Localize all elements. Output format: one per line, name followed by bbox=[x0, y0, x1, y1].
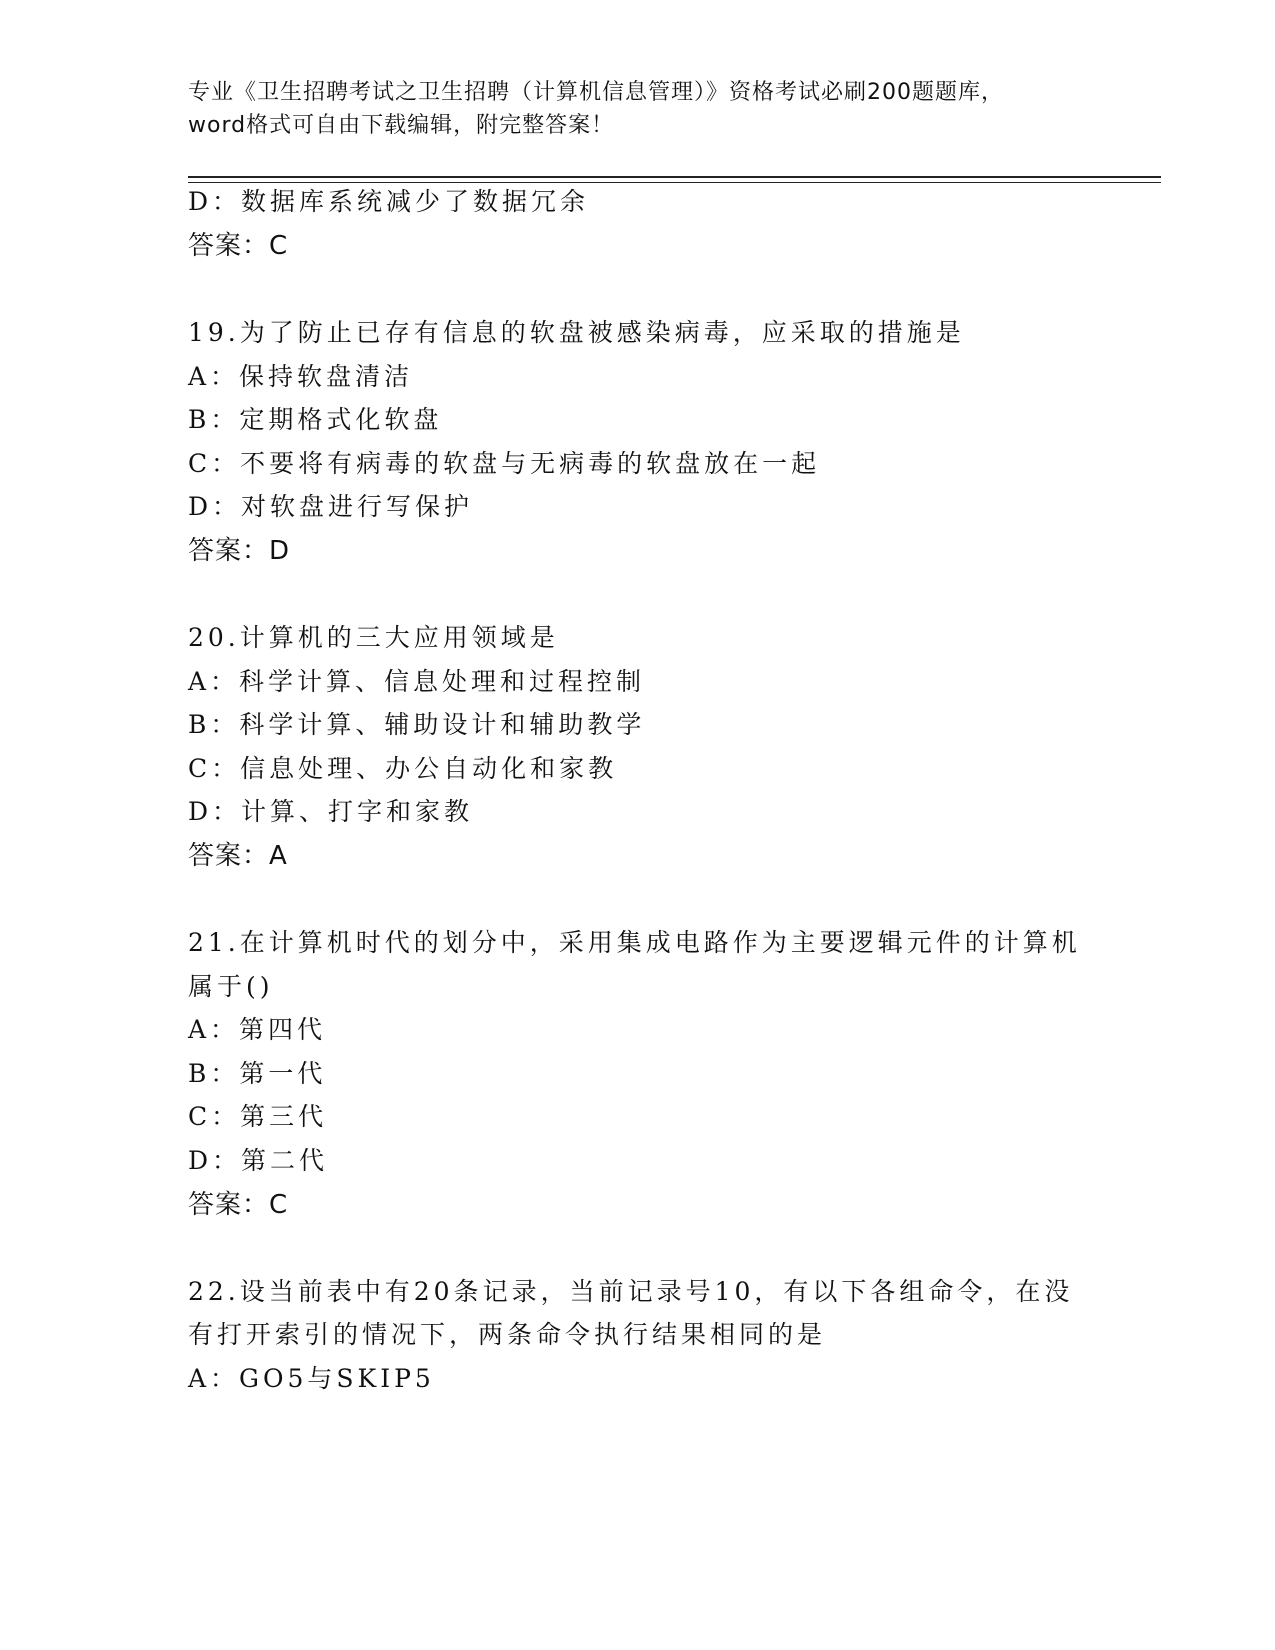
q20-option-c: C：信息处理、办公自动化和家教 bbox=[188, 754, 618, 783]
document-header bbox=[188, 76, 1088, 142]
header-title-line-1: 专业《卫生招聘考试之卫生招聘（计算机信息管理）》资格考试必刷200题题库， bbox=[188, 80, 1004, 105]
q22-stem-line-2: 有打开索引的情况下，两条命令执行结果相同的是 bbox=[188, 1320, 827, 1349]
q19-option-a: A：保持软盘清洁 bbox=[188, 362, 414, 391]
q19-option-d: D：对软盘进行写保护 bbox=[188, 492, 474, 521]
q21-stem-line-2: 属于() bbox=[188, 972, 274, 1001]
header-divider-thick bbox=[188, 176, 1161, 178]
q22-option-a: A：GO5与SKIP5 bbox=[188, 1364, 435, 1393]
q22-stem-line-1: 22.设当前表中有20条记录，当前记录号10，有以下各组命令，在没 bbox=[188, 1277, 1074, 1306]
q20-option-b: B：科学计算、辅助设计和辅助教学 bbox=[188, 710, 646, 739]
q21-option-c: C：第三代 bbox=[188, 1102, 328, 1131]
q20-option-d: D：计算、打字和家教 bbox=[188, 797, 474, 826]
q19-answer: 答案：D bbox=[188, 536, 291, 566]
q20-stem: 20.计算机的三大应用领域是 bbox=[188, 623, 559, 652]
q18-answer: 答案：C bbox=[188, 231, 289, 261]
q19-stem: 19.为了防止已存有信息的软盘被感染病毒，应采取的措施是 bbox=[188, 318, 965, 347]
q21-answer: 答案：C bbox=[188, 1190, 289, 1220]
q18-option-d: D：数据库系统减少了数据冗余 bbox=[188, 187, 590, 216]
q21-option-b: B：第一代 bbox=[188, 1059, 327, 1088]
q21-option-a: A：第四代 bbox=[188, 1015, 327, 1044]
q20-option-a: A：科学计算、信息处理和过程控制 bbox=[188, 667, 646, 696]
q20-answer: 答案：A bbox=[188, 841, 288, 871]
q21-stem-line-1: 21.在计算机时代的划分中，采用集成电路作为主要逻辑元件的计算机 bbox=[188, 928, 1081, 957]
header-divider-thin bbox=[188, 182, 1161, 183]
header-title-line-2: word格式可自由下载编辑，附完整答案！ bbox=[188, 113, 615, 138]
q21-option-d: D：第二代 bbox=[188, 1146, 329, 1175]
q19-option-c: C：不要将有病毒的软盘与无病毒的软盘放在一起 bbox=[188, 449, 821, 478]
q19-option-b: B：定期格式化软盘 bbox=[188, 405, 443, 434]
